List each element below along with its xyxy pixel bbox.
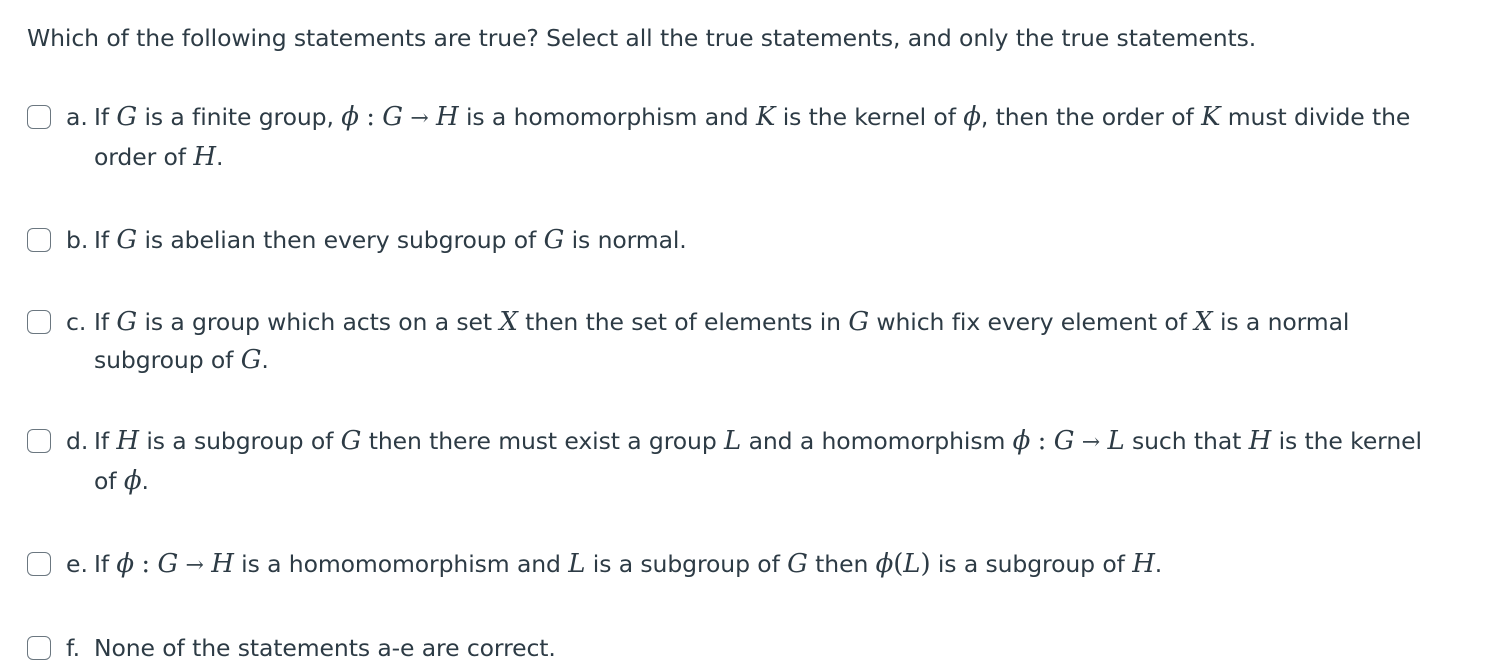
symbol-G: G bbox=[787, 549, 808, 579]
text-fragment: is a subgroup of bbox=[592, 550, 780, 578]
checkbox-b[interactable] bbox=[27, 228, 51, 252]
symbol-phi: ϕ bbox=[341, 102, 359, 132]
symbol-arrow: → bbox=[410, 106, 429, 131]
option-e[interactable] bbox=[27, 545, 1162, 585]
symbol-H: H bbox=[1248, 426, 1272, 456]
option-c[interactable] bbox=[27, 303, 1414, 379]
text-fragment: is a subgroup of bbox=[937, 550, 1125, 578]
text-fragment: then bbox=[815, 550, 869, 578]
option-b-text bbox=[94, 221, 687, 259]
symbol-G: G bbox=[116, 307, 138, 337]
option-d[interactable] bbox=[27, 422, 1444, 500]
symbol-G: G bbox=[240, 345, 262, 375]
symbol-G: G bbox=[116, 102, 138, 132]
option-b[interactable] bbox=[27, 221, 687, 259]
symbol-G: G bbox=[543, 225, 565, 255]
text-fragment: . bbox=[261, 346, 269, 374]
text-fragment: is a finite group, bbox=[144, 103, 334, 131]
text-fragment: If bbox=[94, 550, 110, 578]
checkbox-d[interactable] bbox=[27, 429, 51, 453]
symbol-colon: : bbox=[366, 102, 375, 132]
symbol-G: G bbox=[116, 225, 138, 255]
text-fragment: is normal. bbox=[571, 226, 687, 254]
symbol-K: K bbox=[756, 102, 776, 132]
text-fragment: must divide the order of bbox=[94, 103, 1411, 171]
symbol-H: H bbox=[193, 142, 216, 172]
text-fragment: such that bbox=[1132, 427, 1242, 455]
symbol-colon: : bbox=[141, 549, 151, 579]
symbol-G: G bbox=[340, 426, 362, 456]
option-d-letter: d. bbox=[66, 427, 89, 455]
symbol-phi: ϕ bbox=[116, 549, 135, 579]
symbol-arrow: → bbox=[185, 553, 204, 578]
option-b-letter: b. bbox=[66, 226, 89, 254]
option-a[interactable] bbox=[27, 98, 1469, 176]
checkbox-e[interactable] bbox=[27, 552, 51, 576]
symbol-phi: ϕ bbox=[963, 102, 981, 132]
symbol-H: H bbox=[1132, 549, 1155, 579]
text-fragment: is a group which acts on a set bbox=[144, 308, 492, 336]
text-fragment: None of the statements a-e are correct. bbox=[94, 634, 556, 662]
symbol-G: G bbox=[382, 102, 403, 132]
symbol-phi: ϕ bbox=[1012, 426, 1031, 456]
question-prompt: Which of the following statements are true? Select all the true statements, and only the true statements. bbox=[27, 24, 1257, 52]
text-fragment: If bbox=[94, 103, 110, 131]
text-fragment: . bbox=[141, 467, 149, 495]
symbol-rparen: ) bbox=[920, 549, 931, 579]
symbol-L: L bbox=[568, 549, 586, 579]
text-fragment: is the kernel of bbox=[782, 103, 956, 131]
text-fragment: is abelian then every subgroup of bbox=[144, 226, 537, 254]
symbol-K: K bbox=[1201, 102, 1221, 132]
text-fragment: If bbox=[94, 226, 110, 254]
symbol-phi: ϕ bbox=[875, 549, 894, 579]
symbol-X: X bbox=[1194, 307, 1213, 337]
option-d-text bbox=[94, 422, 1444, 500]
text-fragment: is a subgroup of bbox=[146, 427, 334, 455]
option-e-text bbox=[94, 545, 1162, 585]
symbol-L: L bbox=[903, 549, 921, 579]
option-e-letter: e. bbox=[66, 550, 88, 578]
text-fragment: If bbox=[94, 308, 110, 336]
symbol-H: H bbox=[211, 549, 234, 579]
text-fragment: and a homomorphism bbox=[748, 427, 1006, 455]
checkbox-a[interactable] bbox=[27, 105, 51, 129]
text-fragment: is a homomorphism and bbox=[465, 103, 749, 131]
symbol-colon: : bbox=[1037, 426, 1047, 456]
text-fragment: If bbox=[94, 427, 110, 455]
text-fragment: is a normal subgroup of bbox=[94, 308, 1350, 374]
symbol-phi: ϕ bbox=[123, 466, 142, 496]
symbol-G: G bbox=[848, 307, 870, 337]
symbol-X: X bbox=[499, 307, 518, 337]
option-f-text bbox=[94, 629, 556, 667]
symbol-H: H bbox=[436, 102, 459, 132]
text-fragment: . bbox=[1154, 550, 1163, 578]
symbol-arrow: → bbox=[1081, 430, 1101, 455]
text-fragment: then there must exist a group bbox=[368, 427, 717, 455]
text-fragment: . bbox=[215, 143, 224, 171]
symbol-L: L bbox=[724, 426, 742, 456]
option-f-letter: f. bbox=[66, 634, 81, 662]
text-fragment: which fix every element of bbox=[876, 308, 1187, 336]
option-f[interactable] bbox=[27, 629, 556, 667]
option-c-letter: c. bbox=[66, 308, 87, 336]
text-fragment: is a homomomorphism and bbox=[241, 550, 561, 578]
symbol-lparen: ( bbox=[893, 549, 904, 579]
checkbox-f[interactable] bbox=[27, 636, 51, 660]
checkbox-c[interactable] bbox=[27, 310, 51, 334]
symbol-G: G bbox=[1053, 426, 1075, 456]
symbol-H: H bbox=[116, 426, 139, 456]
symbol-G: G bbox=[157, 549, 179, 579]
option-a-text bbox=[94, 98, 1469, 176]
option-c-text bbox=[94, 303, 1414, 379]
text-fragment: then the set of elements in bbox=[525, 308, 841, 336]
option-a-letter: a. bbox=[66, 103, 88, 131]
symbol-L: L bbox=[1107, 426, 1125, 456]
text-fragment: is the kernel of bbox=[94, 427, 1422, 495]
text-fragment: , then the order of bbox=[980, 103, 1194, 131]
